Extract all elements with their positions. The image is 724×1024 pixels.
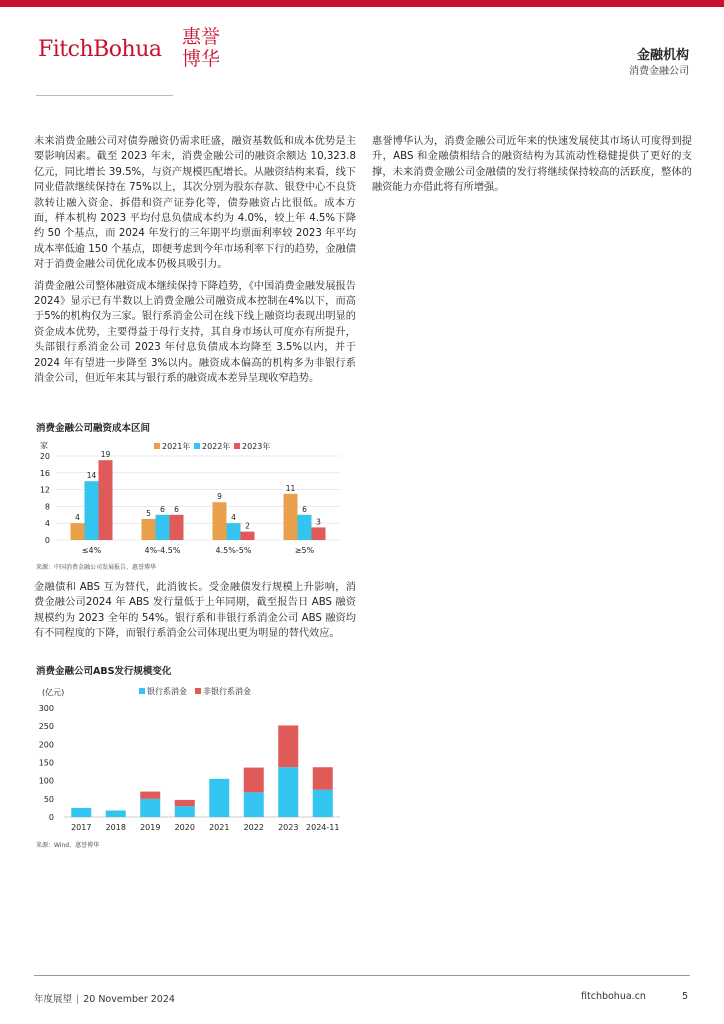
- chart1-data-label: 3: [316, 517, 321, 527]
- chart1-legend-swatch: [194, 443, 200, 449]
- chart1-x-tick: 4%-4.5%: [144, 546, 181, 555]
- chart1-data-label: 9: [217, 492, 222, 502]
- chart1-bar: [85, 481, 99, 540]
- chart1-data-label: 14: [86, 471, 97, 481]
- chart2-y-tick: 300: [38, 704, 54, 713]
- chart2-bar-segment: [175, 806, 195, 817]
- chart2-bar-segment: [175, 800, 195, 806]
- chart1-data-label: 6: [302, 504, 307, 514]
- chart2-source: 来源：Wind、惠誉博华: [36, 842, 100, 849]
- chart1-bar: [213, 502, 227, 540]
- chart2-x-tick: 2024-11: [306, 823, 340, 832]
- chart2-x-tick: 2020: [174, 823, 195, 832]
- chart2-y-unit: (亿元): [42, 688, 65, 697]
- chart1-data-label: 2: [245, 521, 250, 531]
- chart1-bar: [227, 523, 241, 540]
- fitchbohua-logo: [38, 24, 238, 84]
- footer-left: [34, 991, 175, 1005]
- chart1-x-tick: 4.5%-5%: [215, 546, 252, 555]
- paragraph-financing-demand: 未来消费金融公司对债券融资仍需求旺盛，融资基数低和成本优势是主要影响因素。截至 2023 年末，消费金融公司的融资余额达 10,323.8 亿元，同比增长 39.5%，与资产规模匹配增长。从融资结构来看，线下同业借款继续保持在 75%以上，其次分别为股东存款、银登中心不良贷款转让融入资金、拆借和资产证券化等，债券融资占比很低。成本方面，样本机构 2023 平均付息负债成本约为 4.0%，较上年 4.5%下降约 50 个基点，而 2024 年发行的三年期平均票面利率较 2023 年平均成本率低逾 150 个基点，即便考虑到今年市场利率下行的趋势，金融债对于消费金融公司优化成本仍极具吸引力。: [34, 136, 356, 271]
- chart1-legend-swatch: [154, 443, 160, 449]
- footer-separator: |: [76, 994, 80, 1005]
- left-column-middle: [34, 580, 356, 642]
- abs-issuance-chart: [34, 682, 346, 834]
- footer-right: [581, 991, 688, 1002]
- chart2-bar-segment: [71, 808, 91, 817]
- chart1-bar: [170, 515, 184, 540]
- chart2-legend-label: 非银行系消金: [203, 687, 251, 696]
- chart1-legend-label: 2022年: [202, 442, 231, 451]
- chart2-title: 消费金融公司ABS发行规模变化: [36, 666, 172, 677]
- top-accent-bar: [0, 0, 724, 7]
- paragraph-outlook: 惠誉博华认为，消费金融公司近年来的快速发展使其市场认可度得到提升，ABS 和金融债相结合的融资结构为其流动性稳健提供了更好的支撑，未来消费金融公司金融债的发行将继续保持较高的活跃度，整体的融资能力亦借此将有所增强。: [372, 136, 692, 194]
- page-number: 5: [681, 991, 688, 1002]
- chart2-bar-segment: [244, 768, 264, 793]
- chart2-x-tick: 2023: [278, 823, 299, 832]
- chart1-data-label: 5: [146, 509, 151, 518]
- chart2-x-tick: 2018: [105, 823, 126, 832]
- chart2-bar-segment: [140, 792, 160, 799]
- chart1-legend-swatch: [234, 443, 240, 449]
- footer-date: 20 November 2024: [83, 994, 175, 1005]
- chart1-data-label: 6: [160, 504, 165, 514]
- left-column-top: [34, 134, 356, 387]
- chart1-source: 来源：中国消费金融公司发展报告、惠誉博华: [36, 564, 157, 571]
- chart1-y-tick: 20: [39, 452, 50, 461]
- logo-underline: [36, 95, 173, 96]
- chart2-x-tick: 2017: [71, 823, 92, 832]
- chart1-bar: [284, 494, 298, 540]
- chart2-bar-segment: [313, 767, 333, 790]
- chart1-x-tick: ≥5%: [294, 546, 315, 555]
- logo-cjk-text: 惠誉博华: [182, 26, 221, 70]
- footer-rule: [34, 975, 690, 976]
- chart1-title: 消费金融公司融资成本区间: [36, 423, 151, 434]
- chart2-legend-label: 银行系消金: [147, 687, 187, 696]
- chart1-bar: [142, 519, 156, 540]
- chart2-x-tick: 2019: [140, 823, 161, 832]
- footer-site: fitchbohua.cn: [581, 991, 646, 1002]
- financing-cost-chart: [34, 436, 346, 560]
- logo-text: FitchBohua: [38, 37, 162, 62]
- chart2-legend-swatch: [139, 688, 145, 694]
- chart2-y-tick: 100: [38, 776, 54, 786]
- chart1-y-tick: 4: [44, 519, 50, 529]
- chart2-bar-segment: [278, 725, 298, 767]
- chart2-x-tick: 2021: [209, 823, 230, 832]
- chart2-bar-segment: [278, 767, 298, 817]
- chart2-y-tick: 250: [38, 722, 54, 732]
- chart1-bar: [156, 515, 170, 540]
- chart1-bar: [99, 460, 113, 540]
- chart2-bar-segment: [140, 799, 160, 817]
- chart2-bar-segment: [313, 790, 333, 817]
- chart2-legend-swatch: [195, 688, 201, 694]
- chart1-x-tick: ≤4%: [81, 546, 102, 555]
- chart1-data-label: 4: [75, 513, 80, 523]
- right-column: [372, 134, 692, 196]
- chart1-data-label: 19: [100, 450, 111, 460]
- chart2-bar-segment: [244, 792, 264, 817]
- chart1-y-tick: 0: [44, 536, 50, 545]
- paragraph-financing-cost: 消费金融公司整体融资成本继续保持下降趋势，《中国消费金融发展报告 2024》显示已有半数以上消费金融公司融资成本控制在4%以下，而高于5%的机构仅为三家。银行系消金公司在线下线上融资均表现出明显的资金成本优势，主要得益于母行支持，其自身市场认可度亦有所提升，头部银行系消金公司 2023 年付息负债成本均降至 3.5%以内，并于 2024 年有望进一步降至 3%以内。融资成本偏高的机构多为非银行系消金公司，但近年来其与银行系的融资成本差异呈现收窄趋势。: [34, 280, 356, 385]
- chart1-bar: [241, 532, 255, 540]
- chart1-bar: [71, 523, 85, 540]
- chart1-data-label: 6: [174, 504, 179, 514]
- chart2-bar-segment: [209, 779, 229, 817]
- chart2-y-tick: 150: [38, 758, 54, 768]
- chart2-y-tick: 50: [43, 794, 54, 804]
- chart1-legend-label: 2023年: [242, 442, 271, 451]
- chart2-y-tick: 200: [38, 740, 54, 750]
- chart2-bar-segment: [106, 810, 126, 817]
- chart1-y-tick: 12: [39, 485, 50, 495]
- footer-label: 年度展望: [34, 994, 73, 1005]
- chart1-y-tick: 16: [39, 468, 50, 478]
- paragraph-abs-substitution: 金融债和 ABS 互为替代，此消彼长。受金融债发行规模上升影响，消费金融公司2024 年 ABS 发行量低于上年同期，截至报告日 ABS 融资规模约为 2023 全年的 54%。银行系和非银行系消金公司 ABS 融资均有不同程度的下降，而银行系消金公司体现出更为明显的替代效应。: [34, 582, 356, 640]
- chart1-bar: [298, 515, 312, 540]
- chart1-y-unit: 家: [40, 441, 48, 450]
- chart2-x-tick: 2022: [243, 823, 264, 832]
- chart2-y-tick: 0: [48, 813, 54, 822]
- chart1-y-tick: 8: [44, 502, 50, 512]
- chart1-bar: [312, 527, 326, 540]
- chart1-legend-label: 2021年: [162, 442, 191, 451]
- chart1-data-label: 11: [285, 483, 296, 493]
- section-title: 金融机构: [636, 48, 689, 63]
- chart1-data-label: 4: [231, 513, 236, 523]
- section-subtitle: 消费金融公司: [629, 66, 689, 77]
